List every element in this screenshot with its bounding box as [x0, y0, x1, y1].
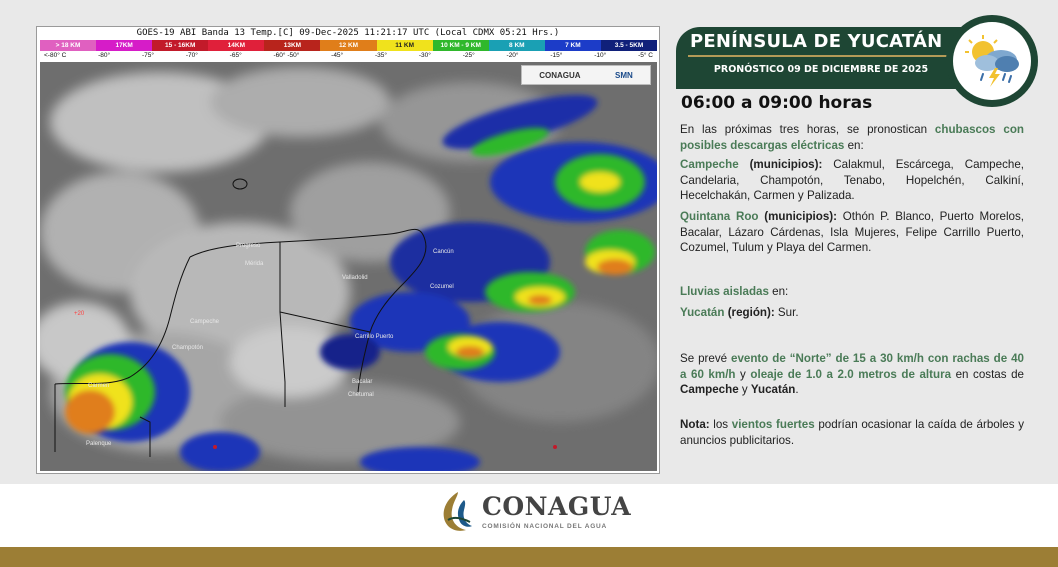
note-highlight: vientos fuertes	[731, 418, 815, 431]
norte-suffix: en costas de	[951, 367, 1024, 381]
legend-item: > 18 KM	[40, 40, 96, 51]
city-label: Palenque	[86, 441, 112, 447]
forecast-date: PRONÓSTICO 09 DE DICIEMBRE DE 2025	[713, 64, 929, 75]
city-label: Cozumel	[430, 284, 454, 290]
norte-state-campeche: Campeche	[680, 383, 739, 396]
weather-badge	[946, 15, 1038, 107]
temperature-label: -10°	[594, 52, 607, 59]
header-divider	[688, 55, 956, 57]
brand-subtitle: COMISIÓN NACIONAL DEL AGUA	[482, 523, 608, 530]
campeche-state: Campeche	[680, 158, 739, 171]
isolated-suffix: en:	[768, 285, 789, 298]
intro-text: En las próximas tres horas, se pronostican	[680, 123, 935, 136]
satellite-logos	[521, 65, 651, 85]
city-label: Bacalar	[352, 379, 373, 385]
city-label: Campeche	[190, 319, 220, 325]
brand-name: CONAGUA	[482, 492, 632, 521]
city-label: Valladolid	[342, 275, 368, 281]
norte-wind: evento de “Norte” de 15 a 30 km/h con rachas de 40 a 60 km/h	[680, 352, 1025, 381]
legend-item: 7 KM	[545, 40, 601, 51]
satellite-image	[40, 62, 657, 471]
conagua-logo	[440, 490, 631, 534]
city-label: Progreso	[236, 243, 261, 249]
temperature-label: -5° C	[638, 52, 653, 59]
legend-item: 11 KM	[377, 40, 433, 51]
temperature-label: -65°	[229, 52, 242, 59]
qroo-tag: (municipios):	[758, 210, 838, 223]
qroo-state: Quintana Roo	[680, 210, 759, 223]
legend-item: 3.5 - 5KM	[601, 40, 657, 51]
legend-item: 15 - 16KM	[152, 40, 208, 51]
yucatan-state: Yucatán	[680, 306, 725, 319]
isolated-rain-paragraph	[680, 284, 1024, 300]
satellite-title: GOES-19 ABI Banda 13 Temp.[C] 09-Dec-2025 11:21:17 UTC (Local CDMX 05:21 Hrs.)	[136, 28, 560, 38]
temperature-label: -15°	[550, 52, 563, 59]
bottom-bar	[0, 547, 1058, 567]
temperature-scale	[40, 51, 657, 61]
time-range: 06:00 a 09:00 horas	[681, 93, 873, 113]
legend-item: 13KM	[264, 40, 320, 51]
legend-item: 8 KM	[489, 40, 545, 51]
temperature-label: -70°	[185, 52, 198, 59]
norte-waves: oleaje de 1.0 a 2.0 metros de altura	[750, 367, 952, 381]
temperature-label: -75°	[141, 52, 154, 59]
campeche-tag: (municipios):	[738, 158, 823, 171]
region-title: PENÍNSULA DE YUCATÁN	[690, 31, 943, 52]
yucatan-tag: (región):	[724, 306, 775, 319]
legend-item: 14KM	[208, 40, 264, 51]
city-label: Cancún	[433, 249, 454, 255]
quintana-roo-paragraph	[680, 209, 1024, 256]
note-paragraph	[680, 417, 1024, 448]
note-label: Nota:	[680, 418, 710, 431]
conagua-mini-logo: CONAGUA	[539, 70, 581, 80]
temperature-label: -45°	[331, 52, 344, 59]
grid-latitude-label: +20	[74, 311, 85, 317]
city-label: Champotón	[172, 345, 204, 351]
satellite-panel	[36, 26, 660, 474]
legend-item: 17KM	[96, 40, 152, 51]
campeche-municipalities: Calakmul, Escárcega, Campeche, Candelaria, Champotón, Tenabo, Hopelchén, Calkiní, Hecelchakán, Carmen y Palizada.	[680, 158, 1024, 202]
legend-item: 12 KM	[320, 40, 376, 51]
altitude-legend	[40, 40, 657, 51]
city-label: Chetumal	[348, 392, 374, 398]
qroo-municipalities: Othón P. Blanco, Puerto Morelos, Bacalar, Lázaro Cárdenas, Isla Mujeres, Felipe Carrillo Puerto, Cozumel, Tulum y Playa del Carmen.	[680, 210, 1025, 254]
norte-paragraph	[680, 351, 1024, 398]
city-label: Carrillo Puerto	[355, 334, 394, 340]
note-suffix: podrían ocasionar la caída de árboles y anuncios publicitarios.	[680, 418, 1024, 447]
city-label: Mérida	[245, 261, 264, 267]
temperature-label: -25°	[462, 52, 475, 59]
norte-prefix: Se prevé	[680, 352, 731, 365]
temperature-label: <-80° C	[44, 52, 67, 59]
satellite-map	[40, 62, 657, 471]
norte-mid: y	[735, 367, 751, 381]
norte-and: y	[738, 383, 751, 396]
yucatan-paragraph	[680, 305, 1024, 321]
smn-logo: SMN	[615, 70, 633, 80]
intro-highlight: chubascos con posibles descargas eléctricas	[680, 123, 1024, 152]
temperature-label: -20°	[506, 52, 519, 59]
yucatan-region: Sur.	[774, 306, 799, 319]
norte-end: .	[795, 383, 799, 396]
temperature-label: -30°	[418, 52, 431, 59]
temperature-label: -80°	[98, 52, 111, 59]
norte-state-yucatan: Yucatán	[750, 383, 796, 396]
intro-suffix: en:	[844, 138, 864, 152]
temperature-label: -60° -50°	[273, 52, 300, 59]
forecast-intro	[680, 122, 1024, 153]
isolated-highlight: Lluvias aisladas	[680, 285, 769, 298]
city-label: Carmen	[88, 383, 110, 389]
temperature-label: -35°	[375, 52, 387, 59]
conagua-emblem-icon	[440, 490, 474, 534]
note-prefix: los	[709, 418, 732, 431]
campeche-paragraph	[680, 157, 1024, 204]
sun-cloud-rain-lightning-icon	[953, 22, 1031, 100]
legend-item: 10 KM - 9 KM	[433, 40, 489, 51]
